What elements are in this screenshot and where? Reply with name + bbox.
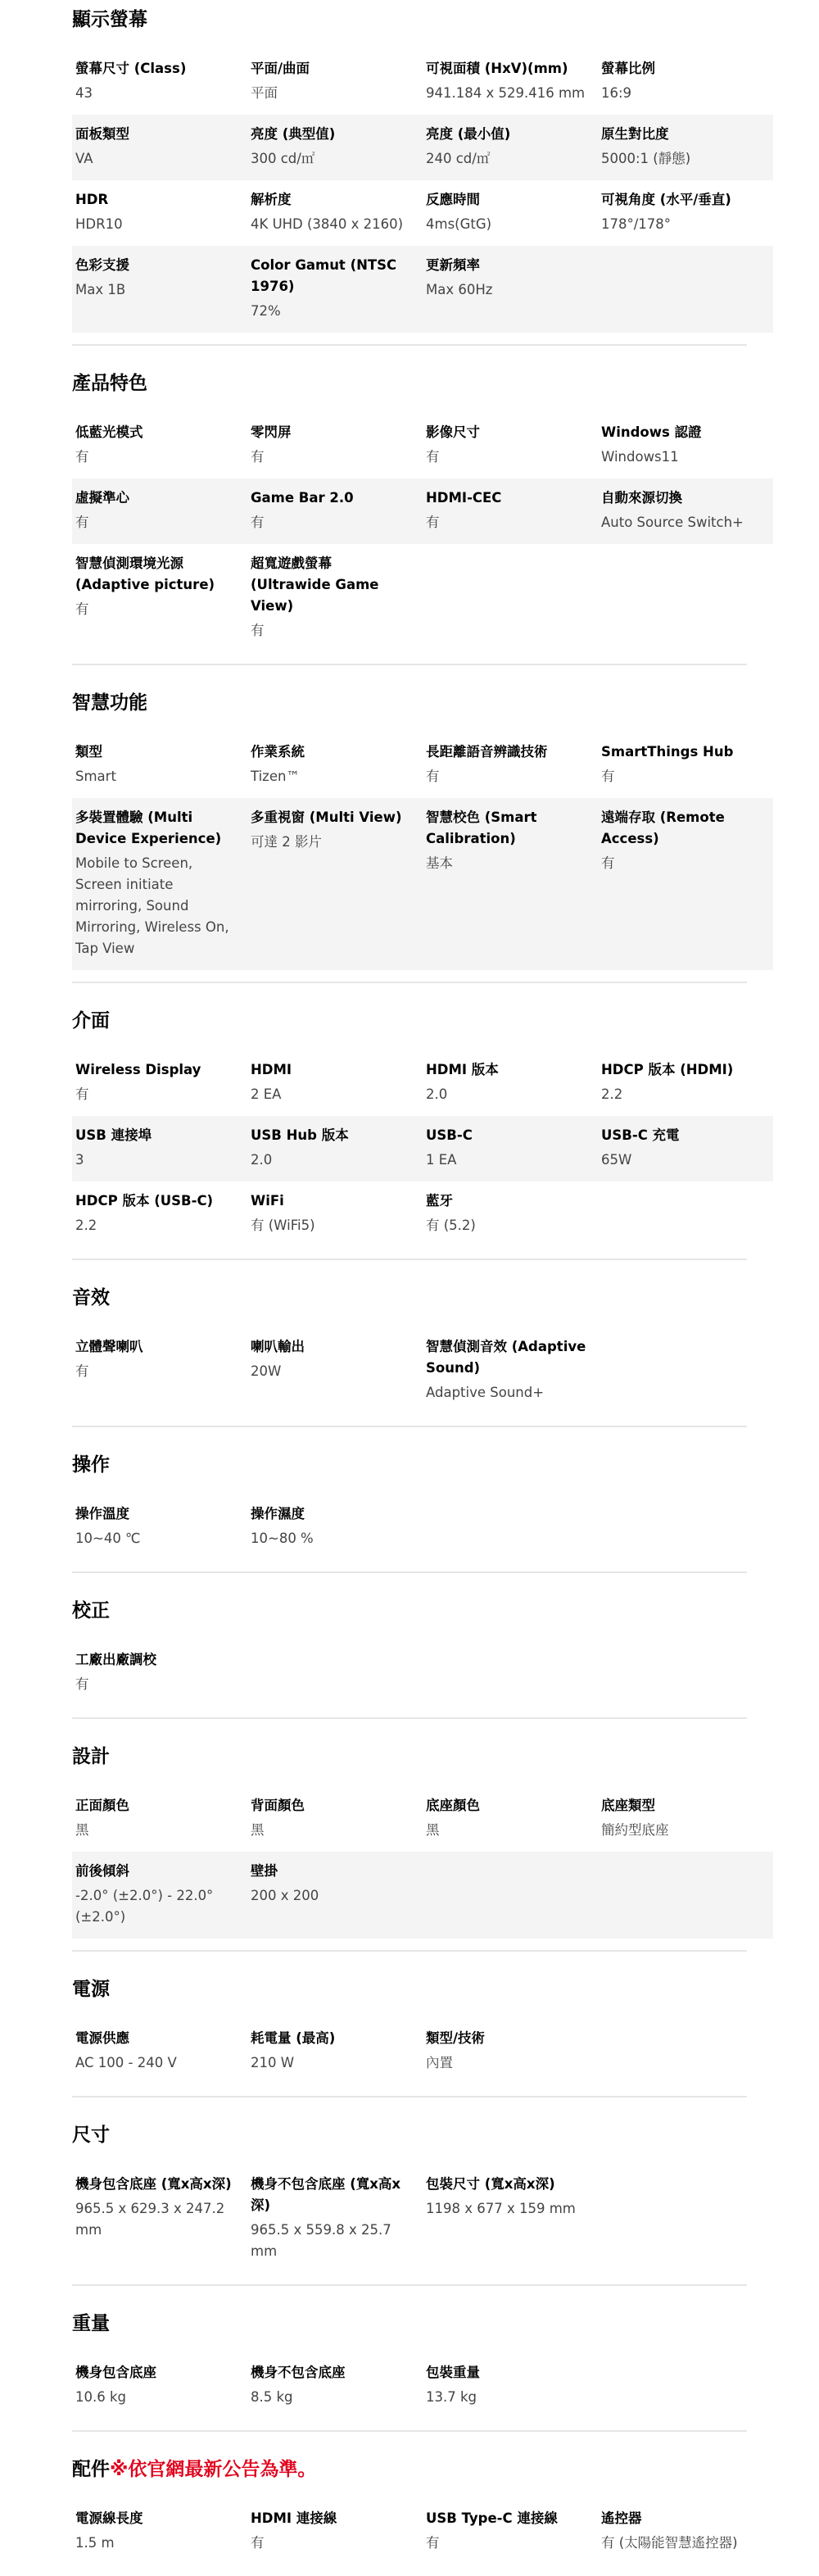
spec-label: 前後傾斜 — [75, 1863, 129, 1879]
spec-value: 基本 — [426, 855, 453, 871]
section-title — [72, 1001, 747, 1034]
spec-cell — [72, 732, 247, 798]
spec-cell — [72, 246, 247, 333]
spec-label: 遠端存取 (Remote Access) — [601, 810, 725, 846]
spec-section — [72, 364, 747, 665]
spec-grid — [72, 1327, 747, 1414]
spec-value: 有 — [75, 449, 89, 465]
spec-section — [72, 1278, 747, 1427]
spec-cell — [598, 180, 773, 246]
spec-cell — [247, 544, 423, 652]
spec-label: 平面/曲面 — [251, 61, 310, 76]
spec-cell — [247, 1640, 423, 1706]
spec-cell — [247, 1786, 423, 1852]
spec-cell — [423, 1786, 598, 1852]
spec-label: 類型 — [75, 744, 102, 760]
spec-value: Auto Source Switch+ — [601, 515, 744, 530]
spec-cell — [598, 2499, 773, 2565]
spec-label: HDR — [75, 192, 109, 207]
spec-label: 零閃屏 — [251, 424, 292, 440]
spec-label: 虛擬準心 — [75, 490, 129, 506]
section-title — [72, 0, 747, 33]
section-title — [72, 683, 747, 716]
spec-section — [72, 1591, 747, 1719]
spec-cell — [72, 2019, 247, 2084]
section-title-text: 產品特色 — [72, 373, 147, 394]
spec-value: Max 1B — [75, 282, 126, 297]
spec-value: Tizen™ — [251, 769, 300, 784]
section-title-text: 智慧功能 — [72, 692, 147, 714]
spec-cell — [598, 1181, 773, 1247]
spec-value: 有 — [75, 1086, 89, 1102]
spec-label: 長距離語音辨識技術 — [426, 744, 548, 760]
spec-value: 內置 — [426, 2055, 453, 2070]
spec-value: AC 100 - 240 V — [75, 2055, 177, 2070]
spec-value: 有 — [251, 449, 265, 465]
spec-section — [72, 2450, 747, 2576]
spec-label: 背面顏色 — [251, 1798, 305, 1813]
spec-value: 簡約型底座 — [601, 1822, 669, 1838]
spec-label: 包裝重量 — [426, 2365, 480, 2380]
spec-value: 有 — [426, 449, 440, 465]
spec-label: 工廠出廠調校 — [75, 1652, 156, 1667]
spec-label: 反應時間 — [426, 192, 480, 207]
spec-label: Color Gamut (NTSC 1976) — [251, 257, 397, 294]
spec-label: 影像尺寸 — [426, 424, 480, 440]
spec-value: 965.5 x 629.3 x 247.2 mm — [75, 2201, 225, 2238]
spec-cell — [247, 246, 423, 333]
spec-label: 操作濕度 — [251, 1506, 305, 1522]
spec-value: 1 EA — [426, 1152, 457, 1168]
spec-label: Wireless Display — [75, 1062, 201, 1077]
spec-value: 300 cd/㎡ — [251, 151, 315, 166]
spec-cell — [247, 478, 423, 544]
spec-grid — [72, 2353, 747, 2419]
spec-label: 多重視窗 (Multi View) — [251, 810, 402, 825]
section-title — [72, 364, 747, 397]
spec-cell — [598, 1640, 773, 1706]
spec-value: 有 — [75, 601, 89, 617]
spec-value: 20W — [251, 1363, 282, 1379]
spec-value: 16:9 — [601, 85, 632, 101]
spec-cell — [72, 2165, 247, 2273]
spec-label: 色彩支援 — [75, 257, 129, 273]
spec-value: 3 — [75, 1152, 84, 1168]
spec-cell — [247, 1494, 423, 1560]
spec-label: 正面顏色 — [75, 1798, 129, 1813]
spec-cell — [72, 413, 247, 478]
spec-value: 有 (5.2) — [426, 1218, 476, 1233]
spec-grid — [72, 1050, 747, 1247]
spec-label: 可視角度 (水平/垂直) — [601, 192, 731, 207]
spec-value: 有 — [601, 769, 615, 784]
spec-section — [72, 0, 747, 346]
spec-section — [72, 2116, 747, 2286]
spec-label: WiFi — [251, 1193, 284, 1209]
spec-cell — [423, 478, 598, 544]
spec-cell — [423, 2353, 598, 2419]
spec-cell — [598, 49, 773, 115]
spec-value: 4K UHD (3840 x 2160) — [251, 216, 404, 232]
section-title-text: 校正 — [72, 1600, 110, 1621]
spec-label: 低藍光模式 — [75, 424, 143, 440]
spec-value: 178°/178° — [601, 216, 672, 232]
section-title — [72, 2304, 747, 2337]
spec-cell — [72, 2499, 247, 2565]
spec-label: SmartThings Hub — [601, 744, 734, 760]
spec-label: 遙控器 — [601, 2510, 642, 2526]
spec-cell — [423, 246, 598, 333]
spec-value: 有 — [75, 1676, 89, 1692]
spec-value: 1198 x 677 x 159 mm — [426, 2201, 576, 2216]
spec-cell — [423, 49, 598, 115]
spec-label: 解析度 — [251, 192, 292, 207]
spec-label: 作業系統 — [251, 744, 305, 760]
spec-cell — [598, 544, 773, 652]
section-title-text: 設計 — [72, 1746, 110, 1767]
spec-cell — [72, 1050, 247, 1116]
spec-value: 平面 — [251, 85, 278, 101]
spec-value: 黑 — [251, 1822, 265, 1838]
spec-value: 黑 — [426, 1822, 440, 1838]
spec-value: 黑 — [75, 1822, 89, 1838]
spec-value: 10~80 % — [251, 1531, 314, 1546]
spec-label: HDCP 版本 (HDMI) — [601, 1062, 734, 1077]
spec-section — [72, 1001, 747, 1260]
spec-grid — [72, 1786, 747, 1939]
spec-value: 10~40 ℃ — [75, 1531, 141, 1546]
spec-label: HDMI-CEC — [426, 490, 502, 506]
spec-cell — [72, 1116, 247, 1181]
spec-value: 72% — [251, 303, 281, 319]
spec-label: 機身不包含底座 (寬x高x深) — [251, 2176, 401, 2213]
spec-cell — [247, 798, 423, 970]
spec-grid — [72, 1640, 747, 1706]
spec-cell — [598, 413, 773, 478]
spec-cell — [247, 2499, 423, 2565]
spec-value: VA — [75, 151, 93, 166]
spec-value: HDR10 — [75, 216, 123, 232]
spec-label: 底座類型 — [601, 1798, 655, 1813]
spec-cell — [423, 732, 598, 798]
spec-label: 壁掛 — [251, 1863, 278, 1879]
spec-label: 機身包含底座 (寬x高x深) — [75, 2176, 232, 2192]
spec-cell — [247, 2165, 423, 2273]
spec-label: USB-C 充電 — [601, 1127, 680, 1143]
spec-value: 8.5 kg — [251, 2389, 293, 2405]
spec-label: 智慧偵測音效 (Adaptive Sound) — [426, 1339, 586, 1376]
spec-label: 耗電量 (最高) — [251, 2030, 336, 2046]
spec-cell — [423, 2499, 598, 2565]
section-title-text: 音效 — [72, 1287, 110, 1308]
spec-value: Max 60Hz — [426, 282, 493, 297]
spec-value: 65W — [601, 1152, 632, 1168]
spec-cell — [598, 478, 773, 544]
spec-value: 1.5 m — [75, 2535, 115, 2551]
spec-cell — [423, 1494, 598, 1560]
spec-label: 立體聲喇叭 — [75, 1339, 143, 1354]
spec-section — [72, 683, 747, 983]
spec-label: 超寬遊戲螢幕 (Ultrawide Game View) — [251, 556, 379, 614]
spec-cell — [72, 1640, 247, 1706]
spec-cell — [72, 478, 247, 544]
spec-value: Smart — [75, 769, 116, 784]
spec-cell — [72, 1327, 247, 1414]
spec-label: 智慧偵測環境光源 (Adaptive picture) — [75, 556, 215, 592]
spec-cell — [423, 180, 598, 246]
spec-cell — [72, 798, 247, 970]
spec-cell — [598, 732, 773, 798]
spec-label: 電源供應 — [75, 2030, 129, 2046]
spec-grid — [72, 413, 747, 652]
spec-label: HDMI 版本 — [426, 1062, 499, 1077]
spec-value: Windows11 — [601, 449, 679, 465]
spec-cell — [598, 1494, 773, 1560]
spec-label: HDMI 連接線 — [251, 2510, 337, 2526]
spec-cell — [423, 2165, 598, 2273]
spec-cell — [247, 1852, 423, 1939]
spec-cell — [72, 115, 247, 180]
spec-label: 可視面積 (HxV)(mm) — [426, 61, 568, 76]
spec-cell — [247, 732, 423, 798]
spec-label: HDCP 版本 (USB-C) — [75, 1193, 214, 1209]
spec-label: HDMI — [251, 1062, 292, 1077]
spec-cell — [423, 1116, 598, 1181]
spec-value: 210 W — [251, 2055, 295, 2070]
section-title-text: 顯示螢幕 — [72, 9, 147, 30]
spec-cell — [423, 798, 598, 970]
spec-cell — [247, 49, 423, 115]
section-title — [72, 1445, 747, 1478]
spec-value: 2.2 — [75, 1218, 97, 1233]
spec-value: 200 x 200 — [251, 1888, 319, 1903]
section-title-text: 電源 — [72, 1979, 110, 2000]
spec-value: Mobile to Screen, Screen initiate mirroring, Sound Mirroring, Wireless On, Tap View — [75, 855, 229, 956]
spec-grid — [72, 2019, 747, 2084]
spec-cell — [423, 544, 598, 652]
spec-cell — [247, 115, 423, 180]
spec-value: 有 — [251, 623, 265, 638]
spec-section — [72, 1445, 747, 1573]
spec-value: 941.184 x 529.416 mm — [426, 85, 586, 101]
spec-cell — [423, 1852, 598, 1939]
spec-label: 螢幕比例 — [601, 61, 655, 76]
spec-value: -2.0° (±2.0°) - 22.0° (±2.0°) — [75, 1888, 214, 1925]
spec-cell — [247, 1327, 423, 1414]
spec-label: 包裝尺寸 (寬x高x深) — [426, 2176, 555, 2192]
spec-cell — [72, 2353, 247, 2419]
section-title — [72, 1970, 747, 2002]
spec-cell — [72, 1852, 247, 1939]
section-title-text: 重量 — [72, 2313, 110, 2334]
spec-cell — [423, 115, 598, 180]
spec-label: Game Bar 2.0 — [251, 490, 354, 506]
section-title-text: 介面 — [72, 1010, 110, 1032]
spec-value: 2 EA — [251, 1086, 282, 1102]
spec-value: 2.2 — [601, 1086, 623, 1102]
spec-cell — [598, 1050, 773, 1116]
spec-cell — [423, 1181, 598, 1247]
spec-cell — [247, 1116, 423, 1181]
spec-label: 藍牙 — [426, 1193, 453, 1209]
spec-cell — [598, 1786, 773, 1852]
spec-value: 有 (WiFi5) — [251, 1218, 315, 1233]
section-note: ※依官網最新公告為準。 — [110, 2459, 317, 2480]
section-title — [72, 2450, 747, 2483]
spec-cell — [247, 413, 423, 478]
spec-value: 4ms(GtG) — [426, 216, 492, 232]
spec-cell — [72, 180, 247, 246]
section-title-text: 操作 — [72, 1454, 110, 1476]
spec-cell — [423, 2019, 598, 2084]
spec-value: 有 — [601, 855, 615, 871]
spec-label: 面板類型 — [75, 126, 129, 142]
spec-label: 類型/技術 — [426, 2030, 486, 2046]
spec-cell — [423, 1640, 598, 1706]
spec-label: USB Type-C 連接線 — [426, 2510, 558, 2526]
spec-grid — [72, 1494, 747, 1560]
spec-value: 有 — [251, 515, 265, 530]
spec-label: 智慧校色 (Smart Calibration) — [426, 810, 537, 846]
spec-value: 2.0 — [426, 1086, 448, 1102]
spec-cell — [72, 1181, 247, 1247]
spec-value: 240 cd/㎡ — [426, 151, 491, 166]
spec-label: 自動來源切換 — [601, 490, 682, 506]
spec-value: 965.5 x 559.8 x 25.7 mm — [251, 2222, 391, 2259]
spec-cell — [423, 413, 598, 478]
spec-label: 操作溫度 — [75, 1506, 129, 1522]
spec-cell — [598, 2019, 773, 2084]
section-title — [72, 1737, 747, 1770]
spec-label: 亮度 (最小值) — [426, 126, 511, 142]
spec-value: 有 — [75, 1363, 89, 1379]
spec-label: USB-C — [426, 1127, 473, 1143]
spec-label: Windows 認證 — [601, 424, 702, 440]
spec-value: 有 — [75, 515, 89, 530]
spec-cell — [247, 180, 423, 246]
spec-value: 13.7 kg — [426, 2389, 477, 2405]
spec-section — [72, 1970, 747, 2098]
spec-cell — [247, 2019, 423, 2084]
spec-label: 底座顏色 — [426, 1798, 480, 1813]
spec-grid — [72, 2165, 747, 2273]
spec-value: 有 — [251, 2535, 265, 2551]
spec-label: USB Hub 版本 — [251, 1127, 349, 1143]
spec-value: 可達 2 影片 — [251, 834, 322, 850]
spec-cell — [598, 1327, 773, 1414]
spec-grid — [72, 732, 747, 970]
spec-cell — [72, 544, 247, 652]
spec-cell — [247, 1181, 423, 1247]
spec-value: 43 — [75, 85, 93, 101]
spec-label: 更新頻率 — [426, 257, 480, 273]
spec-cell — [598, 1116, 773, 1181]
spec-cell — [598, 1852, 773, 1939]
spec-grid — [72, 49, 747, 333]
section-title — [72, 2116, 747, 2148]
spec-label: USB 連接埠 — [75, 1127, 152, 1143]
section-title-text: 尺寸 — [72, 2125, 110, 2146]
spec-cell — [72, 49, 247, 115]
spec-label: 多裝置體驗 (Multi Device Experience) — [75, 810, 222, 846]
spec-label: 電源線長度 — [75, 2510, 143, 2526]
spec-label: 機身包含底座 — [75, 2365, 156, 2380]
spec-label: 亮度 (典型值) — [251, 126, 336, 142]
spec-value: 有 — [426, 515, 440, 530]
spec-value: 有 (太陽能智慧遙控器) — [601, 2535, 738, 2551]
spec-label: 喇叭輸出 — [251, 1339, 305, 1354]
spec-cell — [598, 2353, 773, 2419]
spec-section — [72, 1737, 747, 1952]
spec-cell — [598, 115, 773, 180]
spec-cell — [247, 2353, 423, 2419]
spec-grid — [72, 2499, 747, 2565]
spec-cell — [598, 798, 773, 970]
spec-cell — [247, 1050, 423, 1116]
spec-section — [72, 2304, 747, 2432]
section-title — [72, 1591, 747, 1624]
spec-value: Adaptive Sound+ — [426, 1385, 545, 1400]
spec-label: 機身不包含底座 — [251, 2365, 346, 2380]
spec-cell — [423, 1327, 598, 1414]
section-title-text: 配件 — [72, 2459, 110, 2480]
spec-label: 螢幕尺寸 (Class) — [75, 61, 187, 76]
spec-cell — [72, 1786, 247, 1852]
section-title — [72, 1278, 747, 1311]
spec-cell — [598, 246, 773, 333]
spec-value: 10.6 kg — [75, 2389, 127, 2405]
spec-value: 有 — [426, 769, 440, 784]
spec-value: 5000:1 (靜態) — [601, 151, 691, 166]
spec-cell — [72, 1494, 247, 1560]
spec-value: 有 — [426, 2535, 440, 2551]
spec-cell — [598, 2165, 773, 2273]
spec-label: 原生對比度 — [601, 126, 669, 142]
spec-value: 2.0 — [251, 1152, 273, 1168]
spec-cell — [423, 1050, 598, 1116]
